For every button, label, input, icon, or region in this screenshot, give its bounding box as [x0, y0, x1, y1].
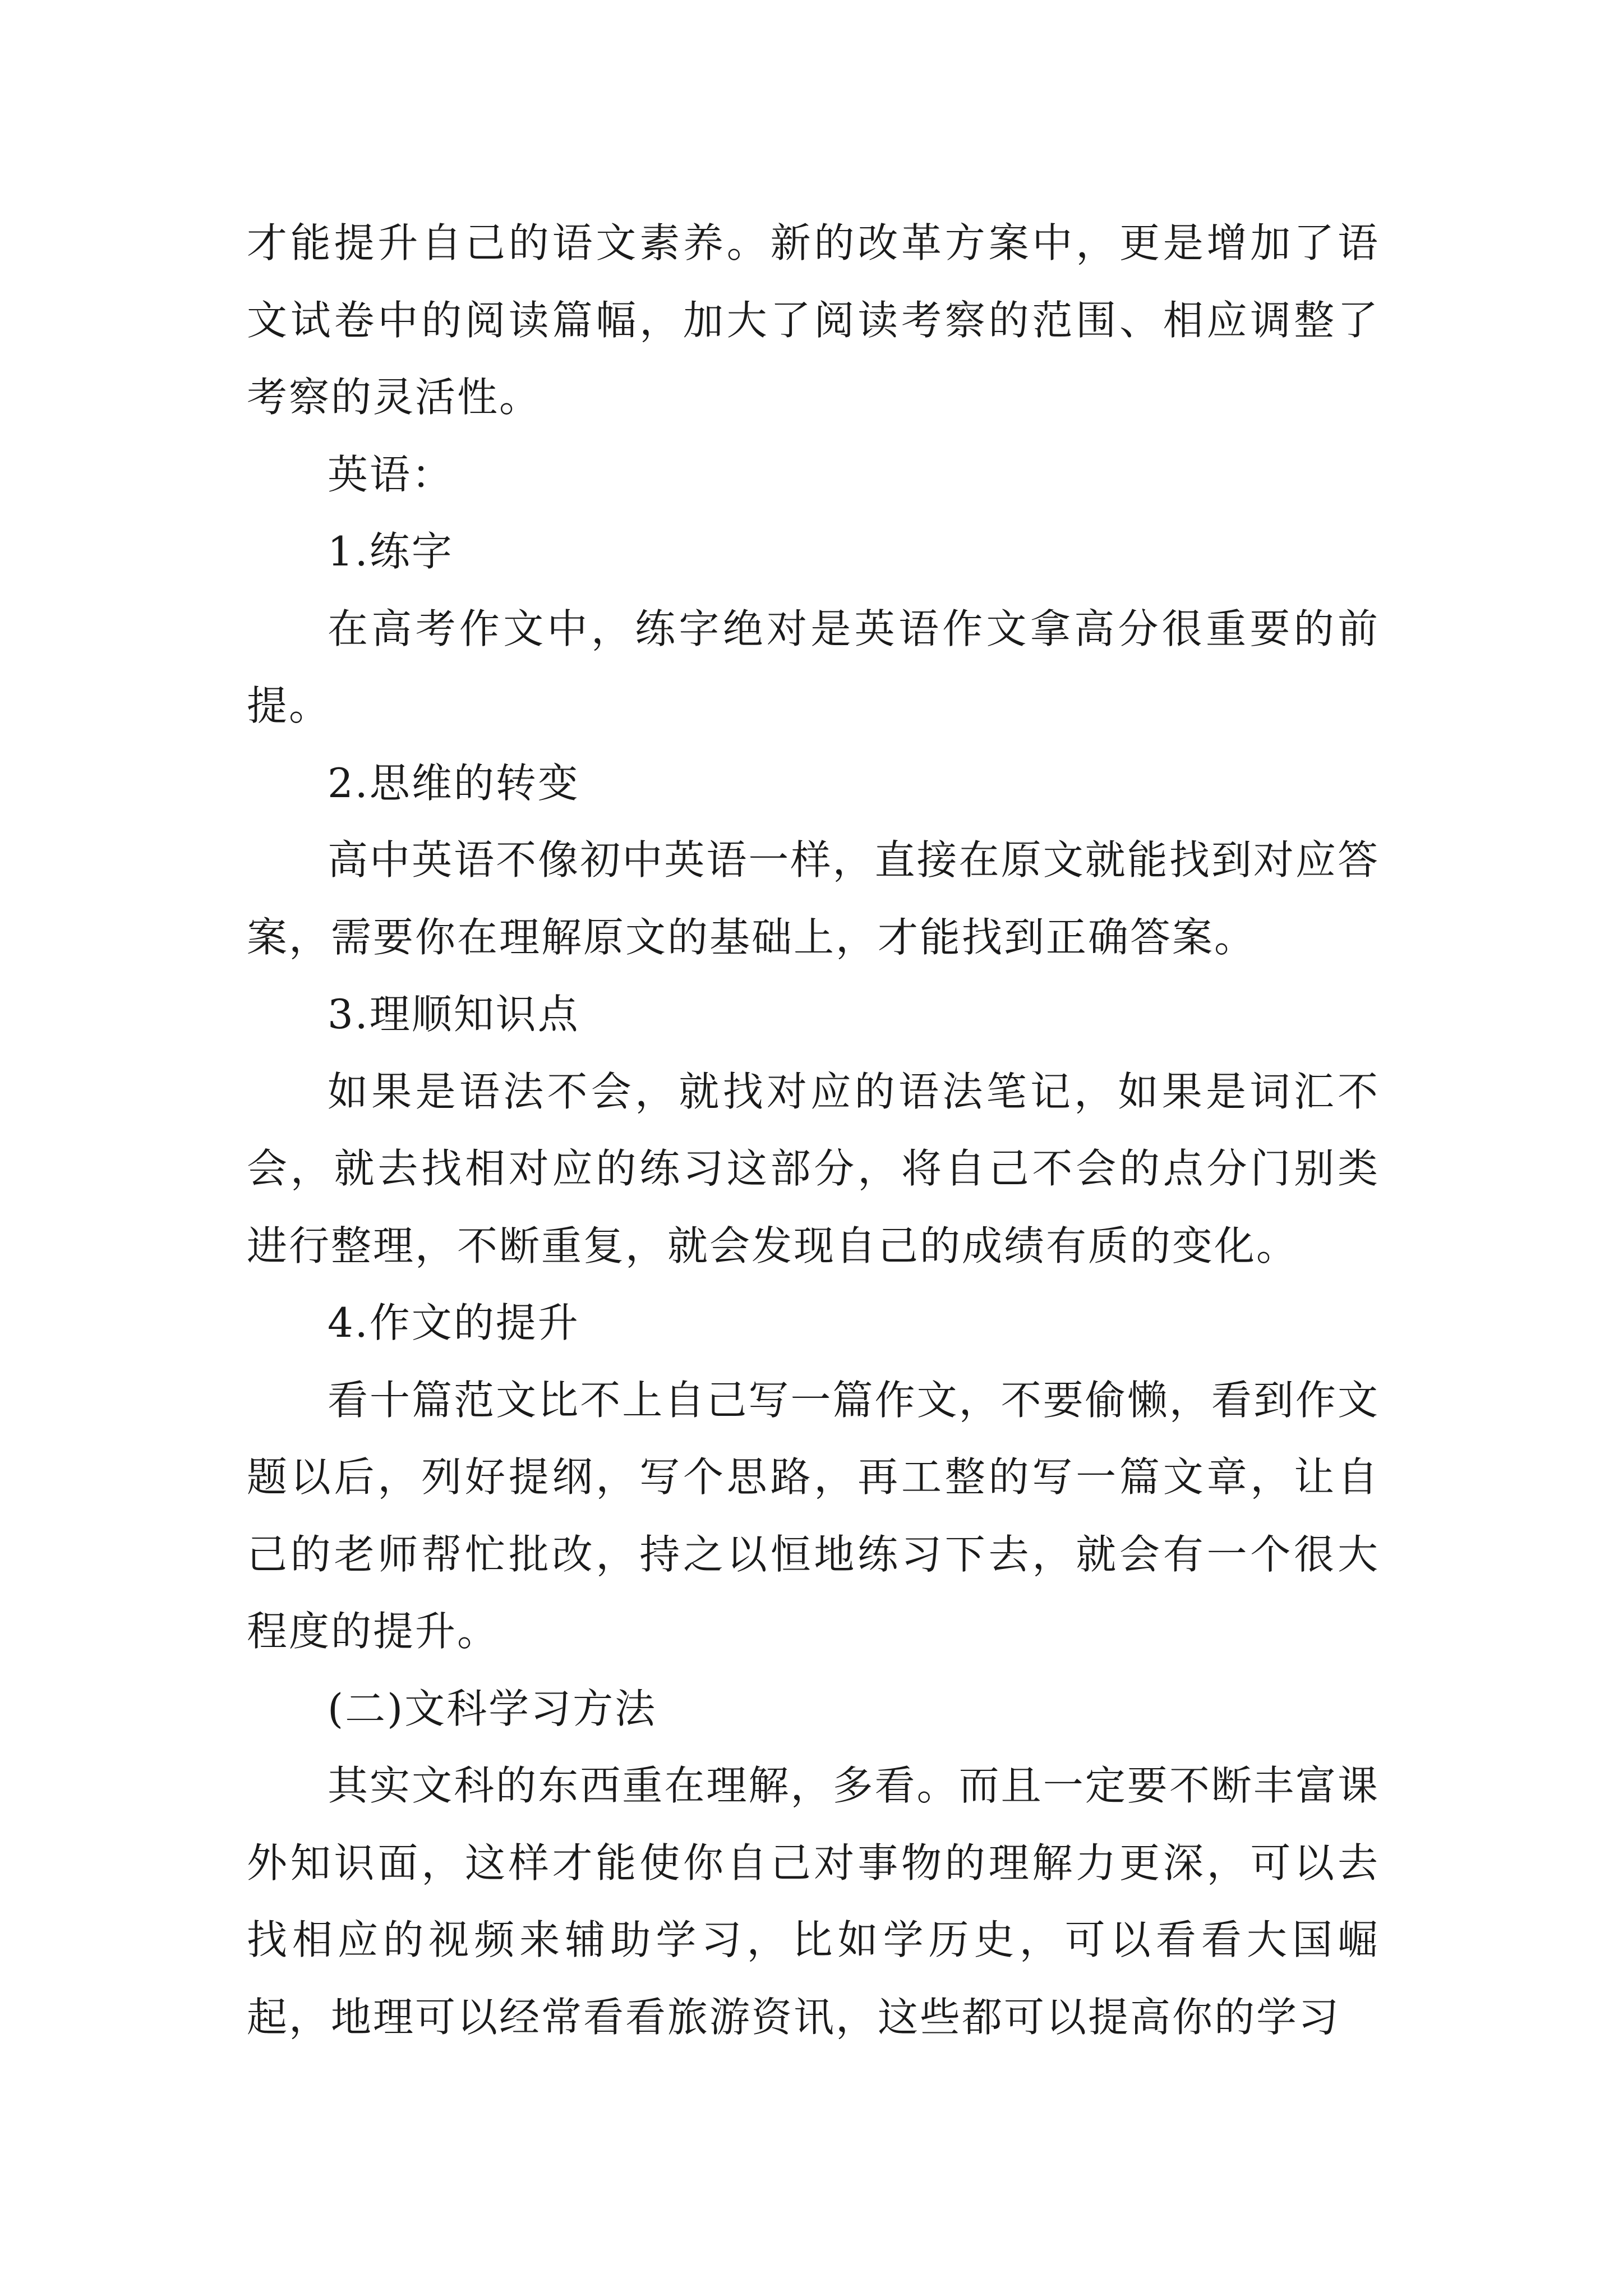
paragraph-section-body: 其实文科的东西重在理解，多看。而且一定要不断丰富课外知识面，这样才能使你自己对事物的理解力更深，可以去找相应的视频来辅助学习，比如学历史，可以看看大国崛起，地理可以经常看看旅游资讯，这些都可以提高你的学习	[247, 1762, 1380, 2041]
paragraph-item-1-body: 在高考作文中，练字绝对是英语作文拿高分很重要的前提。	[247, 605, 1380, 729]
paragraph-continuation: 才能提升自己的语文素养。新的改革方案中，更是增加了语文试卷中的阅读篇幅，加大了阅读考察的范围、相应调整了考察的灵活性。	[247, 219, 1380, 421]
paragraph-item-4-title: 4.作文的提升	[328, 1299, 580, 1346]
paragraph-item-4-body: 看十篇范文比不上自己写一篇作文，不要偷懒，看到作文题以后，列好提纲，写个思路，再工整的写一篇文章，让自己的老师帮忙批改，持之以恒地练习下去，就会有一个很大程度的提升。	[247, 1376, 1380, 1655]
paragraph-section-heading: (二)文科学习方法	[328, 1685, 657, 1732]
paragraph-item-3-body: 如果是语法不会，就找对应的语法笔记，如果是词汇不会，就去找相对应的练习这部分，将自己不会的点分门别类进行整理，不断重复，就会发现自己的成绩有质的变化。	[247, 1068, 1380, 1269]
paragraph-item-1-title: 1.练字	[328, 528, 454, 575]
paragraph-english-heading: 英语：	[328, 450, 454, 498]
paragraph-item-2-body: 高中英语不像初中英语一样，直接在原文就能找到对应答案，需要你在理解原文的基础上，才能找到正确答案。	[247, 836, 1380, 961]
paragraph-item-2-title: 2.思维的转变	[328, 759, 580, 807]
paragraph-item-3-title: 3.理顺知识点	[328, 991, 580, 1038]
body-text	[247, 205, 1380, 2056]
